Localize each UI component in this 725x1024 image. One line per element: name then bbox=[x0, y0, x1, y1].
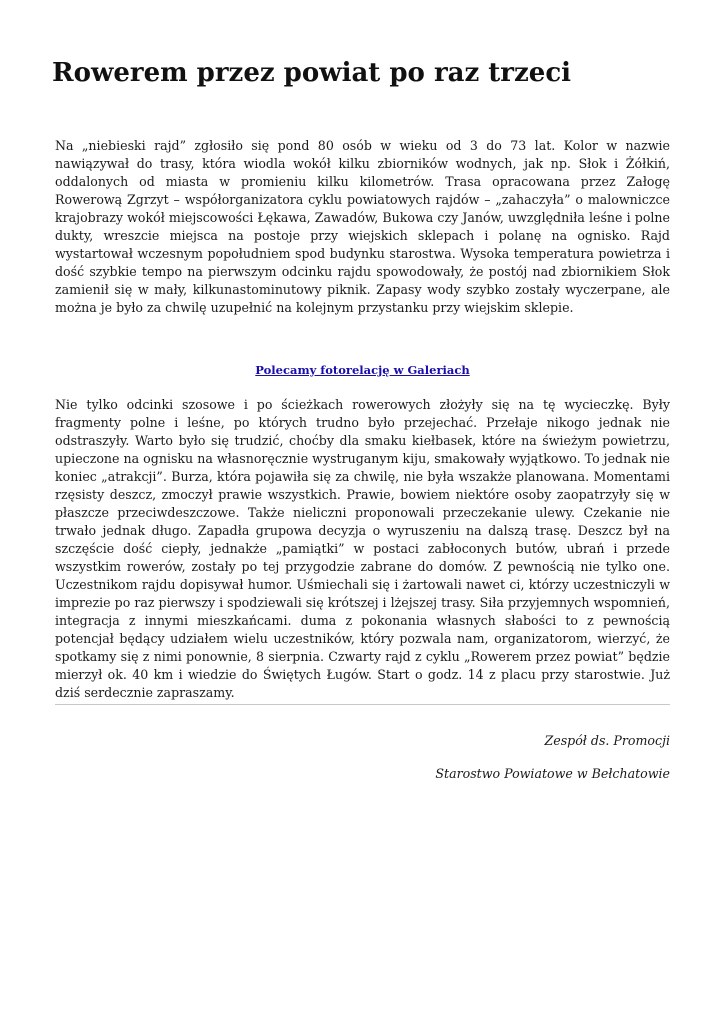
gallery-recommendation bbox=[55, 362, 670, 378]
article-paragraph-1: Na „niebieski rajd” zgłosiło się pond 80 osób w wieku od 3 do 73 lat. Kolor w nazwie nawiązywał do trasy, która wiodla wokół kilku zbiorników wodnych, jak np. Słok i Żółkiń, oddalonych od miasta w promieniu kilku kilometrów. Trasa opracowana przez Załogę Rowerową Zgrzyt – współorganizatora cyklu powiatowych rajdów – „zahaczyła” o malowniczce krajobrazy wokół miejscowości Łękawa, Zawadów, Bukowa czy Janów, uwzględniła leśne i polne dukty, wreszcie miejsca na postoje przy wiejskich sklepach i polanę na ognisko. Rajd wystartował wczesnym popołudniem spod budynku starostwa. Wysoka temperatura powietrza i dość szybkie tempo na pierwszym odcinku rajdu spowodowały, że postój nad zbiornikiem Słok zamienił się w mały, kilkunastominutowy piknik. Zapasy wody szybko zostały wyczerpane, ale można je było za chwilę uzupełnić na kolejnym przystanku przy wiejskim sklepie. bbox=[55, 138, 670, 315]
signature-office: Starostwo Powiatowe w Bełchatowie bbox=[435, 766, 670, 781]
article-title: Rowerem przez powiat po raz trzeci bbox=[52, 58, 572, 88]
signature-divider bbox=[55, 704, 670, 705]
article-paragraph-2: Nie tylko odcinki szosowe i po ścieżkach rowerowych złożyły się na tę wycieczkę. Były fragmenty polne i leśne, po których trudno było przejechać. Przełaje nikogo jednak nie odstraszyły. Warto było się trudzić, choćby dla smaku kiełbasek, które na świeżym powietrzu, upieczone na ognisku na własnoręcznie wystruganym kiju, smakowały wyjątkowo. To jednak nie koniec „atrakcji”. Burza, która pojawiła się za chwilę, nie była wszakże planowana. Momentami rzęsisty deszcz, zmoczył prawie wszystkich. Prawie, bowiem niektóre osoby zaopatrzyły się w płaszcze przeciwdeszczowe. Także nieliczni proponowali przeczekanie ulewy. Czekanie nie trwało jednak długo. Zapadła grupowa decyzja o wyruszeniu na dalszą trasę. Deszcz był na szczęście dość ciepły, jednakże „pamiątki” w postaci zabłoconych butów, ubrań i przede wszystkim rowerów, zostały po tej przygodzie zabrane do domów. Z pewnością nie tylko one. Uczestnikom rajdu dopisywał humor. Uśmiechali się i żartowali nawet ci, którzy uczestniczyli w imprezie po raz pierwszy i spodziewali się krótszej i lżejszej trasy. Siła przyjemnych wspomnień, integracja z innymi mieszkańcami. duma z pokonania własnych słabości to z pewnością potencjał będący udziałem wielu uczestników, który pozwala nam, organizatorom, wierzyć, że spotkamy się z nimi ponownie, 8 sierpnia. Czwarty rajd z cyklu „Rowerem przez powiat” będzie mierzył ok. 40 km i wiedzie do Świętych Ługów. Start o godz. 14 z placu przy starostwie. Już dziś serdecznie zapraszamy. bbox=[55, 397, 670, 700]
gallery-link[interactable]: Polecamy fotorelację w Galeriach bbox=[255, 363, 470, 377]
signature-team: Zespół ds. Promocji bbox=[544, 733, 670, 748]
